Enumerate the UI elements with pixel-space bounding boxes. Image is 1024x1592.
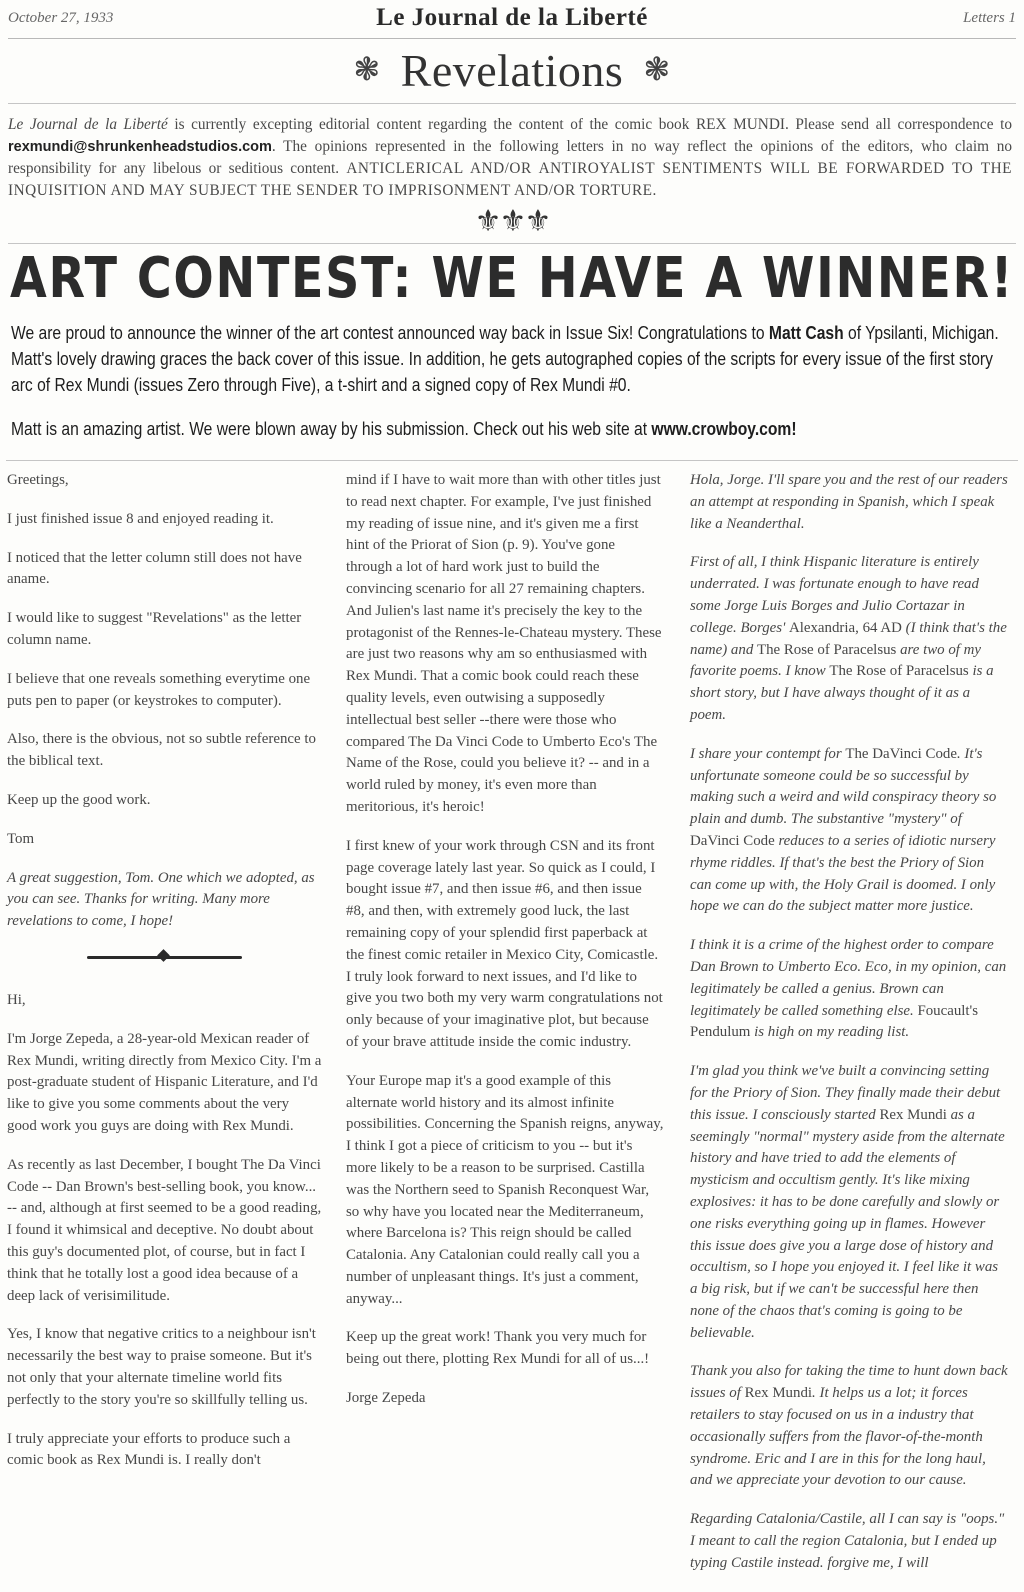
letter-paragraph: mind if I have to wait more than with other titles just to read next chapter. For example, I've just finished my reading of issue nine, and it's given me a first hint of the Priorat of Sion (p. 9). You've gone through a lot of hard work just to build the convincing scenario for all 27 remaining chapters. And Julien's last name it's precisely the key to the protagonist of the Rennes-le-Chateau mystery. These are just two reasons why am so enthusiasmed with Rex Mundi. That a comic book could reach these quality levels, even outwising a supposedly intellectual best seller --there were those who compared The Da Vinci Code to Umberto Eco's The Name of the Rose, could you believe it? -- and in a world ruled by money, it's even more than meritorious, it's heroic! (346, 472, 662, 815)
letter-paragraph: Keep up the good work. (7, 791, 151, 808)
intro-text: is currently excepting editorial content regarding the content of the comic book REX MUNDI. Please send all correspondence to (167, 116, 1012, 133)
editor-reply-paragraph: I'm glad you think we've built a convincing setting for the Priory of Sion. They finally made their debut this issue. I consciously started Rex Mundi as a seemingly "normal" mystery aside from the alternate history and have tried to add the elements of mysticism and occultism gently. It's like mixing explosives: it has to be done carefully and slowly or one risks everything going up in flames. However this issue does give you a large dose of history and occultism, so I hope you enjoyed it. I feel like it was a big risk, but if we can't be successful here then none of the chaos that's coming is going to be believable. (690, 1063, 1005, 1341)
ornament-right-icon: ❃ (643, 51, 671, 87)
editor-reply-paragraph: Thank you also for taking the time to hunt down back issues of Rex Mundi. It helps us a lot; it forces retailers to stay focused on us in a industry that occasionally suffers from the flavor-of-the-month syndrome. Eric and I are in this for the long haul, and we appreciate your devotion to our cause. (690, 1363, 1008, 1489)
letter-paragraph: As recently as last December, I bought The Da Vinci Code -- Dan Brown's best-selling book, you know... -- and, although at first seemed to be a good reading, I found it whimsical and deceptive. No doubt about this guy's documented plot, of course, but in fact I think that he totally lost a good idea because of a deep lack of verisimilitude. (7, 1156, 322, 1304)
masthead (8, 4, 1016, 39)
contest-text: We are proud to announce the winner of the art contest announced way back in Issue Six! Congratulations to (11, 323, 769, 343)
letter-paragraph: Yes, I know that negative critics to a neighbour isn't necessarily the best way to praise someone. But it's not only that your alternate timeline world fits perfectly to the story you're so skillfully telling us. (7, 1326, 316, 1408)
letter-paragraph: I would like to suggest "Revelations" as the letter column name. (7, 610, 302, 648)
editor-reply-paragraph: First of all, I think Hispanic literature is entirely underrated. I was fortunate enough to have read some Jorge Luis Borges and Julio Cortazar in college. Borges' Alexandria, 64 AD (I think that's the name) and The Rose of Paracelsus are two of my favorite poems. I know The Rose of Paracelsus is a short story, but I have always thought of it as a poem. (690, 554, 1007, 723)
editor-reply-paragraph: Hola, Jorge. I'll spare you and the rest of our readers an attempt at responding in Spanish, which I speak like a Neanderthal. (690, 472, 1008, 532)
contact-email: rexmundi@shrunkenheadstudios.com (8, 138, 272, 155)
editor-reply-paragraph: Regarding Catalonia/Castile, all I can say is "oops." I meant to call the region Catalonia, but I ended up typing Castile instead. forgive me, I will (690, 1511, 1005, 1571)
letter-paragraph: Your Europe map it's a good example of this alternate world history and its almost infinite possibilities. Concerning the Spanish reigns, anyway, I think I got a piece of criticism to you -- but it's more likely to be a reason to be surprised. Castilla was the Northern seed to Spanish Reconquest War, so why have you located near the Mediterraneum, where Barcelona is? This reign should be called Catalonia. Any Catalonian could really call you a number of unpleasant things. It's just a comment, anyway... (346, 1072, 664, 1307)
newspaper-name: Le Journal de la Liberté (376, 4, 648, 31)
editorial-intro (8, 114, 1012, 201)
letter-paragraph: I believe that one reveals something everytime one puts pen to paper (or keystrokes to computer). (7, 670, 311, 709)
winner-name: Matt Cash (768, 323, 844, 343)
contest-followup (11, 416, 1006, 442)
contest-text: Matt is an amazing artist. We were blown away by his submission. Check out his web site at (11, 419, 652, 439)
letter-paragraph: I'm Jorge Zepeda, a 28-year-old Mexican reader of Rex Mundi, writing directly from Mexico City. I'm a post-graduate student of Hispanic Literature, and I'd like to give you some comments about the very good work you guys are doing with Rex Mundi. (7, 1030, 322, 1134)
editor-reply-paragraph: I think it is a crime of the highest order to compare Dan Brown to Umberto Eco. Eco, in my opinion, can legitimately be called a genius. Brown can legitimately be called something else. Foucault's Pendulum is high on my reading list. (690, 937, 1007, 1041)
winner-website: www.crowboy.com! (651, 419, 797, 439)
letters-column-1 (7, 470, 322, 1489)
divider-rule (8, 243, 1016, 244)
letter-paragraph: I noticed that the letter column still does not have aname. (7, 549, 302, 588)
letters-column-3 (690, 470, 1008, 1592)
issue-date: October 27, 1933 (8, 10, 114, 26)
letter-paragraph: Also, there is the obvious, not so subtle reference to the biblical text. (7, 731, 316, 770)
letter-paragraph: Hi, (7, 991, 26, 1008)
letter-signature: Jorge Zepeda (346, 1390, 426, 1407)
intro-disclaimer: . The opinions represented in the following letters in no way reflect the opinions of the editors, who claim no responsibility for any libelous or seditious content. (8, 137, 1012, 177)
letters-column-2 (346, 470, 664, 1427)
divider-rule (6, 460, 1018, 461)
contest-text: of Ypsilanti, Michigan. Matt's lovely drawing graces the back cover of this issue. In addition, he gets autographed copies of the scripts for every issue of the first story arc of Rex Mundi (issues Zero through Five), a t-shirt and a signed copy of Rex Mundi #0. (11, 323, 999, 395)
ornament-left-icon: ❃ (353, 51, 381, 87)
column-title-text: Revelations (400, 45, 624, 96)
divider-rule (8, 103, 1016, 104)
editor-reply: A great suggestion, Tom. One which we adopted, as you can see. Thanks for writing. Many more revelations to come, I hope! (7, 869, 315, 930)
contest-announcement (11, 320, 1006, 398)
fleur-de-lis-icon: ⚜⚜⚜ (474, 205, 550, 238)
letter-signature: Tom (7, 830, 35, 847)
contest-headline: ART CONTEST: WE HAVE A WINNER! (10, 246, 1015, 311)
letter-paragraph: Greetings, (7, 472, 69, 488)
letter-paragraph: Keep up the great work! Thank you very much for being out there, plotting Rex Mundi for all of us...! (346, 1329, 650, 1368)
page-section-label: Letters 1 (963, 10, 1016, 26)
letter-paragraph: I first knew of your work through CSN and its front page coverage lately last year. So quick as I could, I bought issue #7, and then issue #6, and then issue #8, and then, with extremely good luck, the last remaining copy of your splendid first paperback at the finest comic retailer in Mexico City, Comicastle. I truly look forward to next issues, and I'd like to give you two both my very warm congratulations not only because of your imaginative plot, but because of your brave attitude inside the comic industry. (346, 837, 663, 1050)
editor-reply-paragraph: I share your contempt for The DaVinci Code. It's unfortunate someone could be so successful by making such a weird and wild conspiracy theory so plain and dumb. The substantive "mystery" of DaVinci Code reduces to a series of idiotic nursery rhyme riddles. If that's the best the Priory of Sion can come up with, the Holy Grail is doomed. I only hope we can do the subject matter more justice. (690, 745, 997, 915)
intro-warning: ANTICLERICAL AND/OR ANTIROYALIST SENTIMENTS WILL BE FORWARDED TO THE INQUISITION AND MAY SUBJECT THE SENDER TO IMPRISONMENT AND/OR TORTURE. (8, 160, 1012, 199)
ornamental-divider (7, 950, 322, 964)
letter-paragraph: I truly appreciate your efforts to produce such a comic book as Rex Mundi is. I really don't (7, 1430, 291, 1469)
publication-name: Le Journal de la Liberté (8, 116, 168, 133)
letter-paragraph: I just finished issue 8 and enjoyed reading it. (7, 510, 274, 527)
column-title (0, 44, 1024, 97)
